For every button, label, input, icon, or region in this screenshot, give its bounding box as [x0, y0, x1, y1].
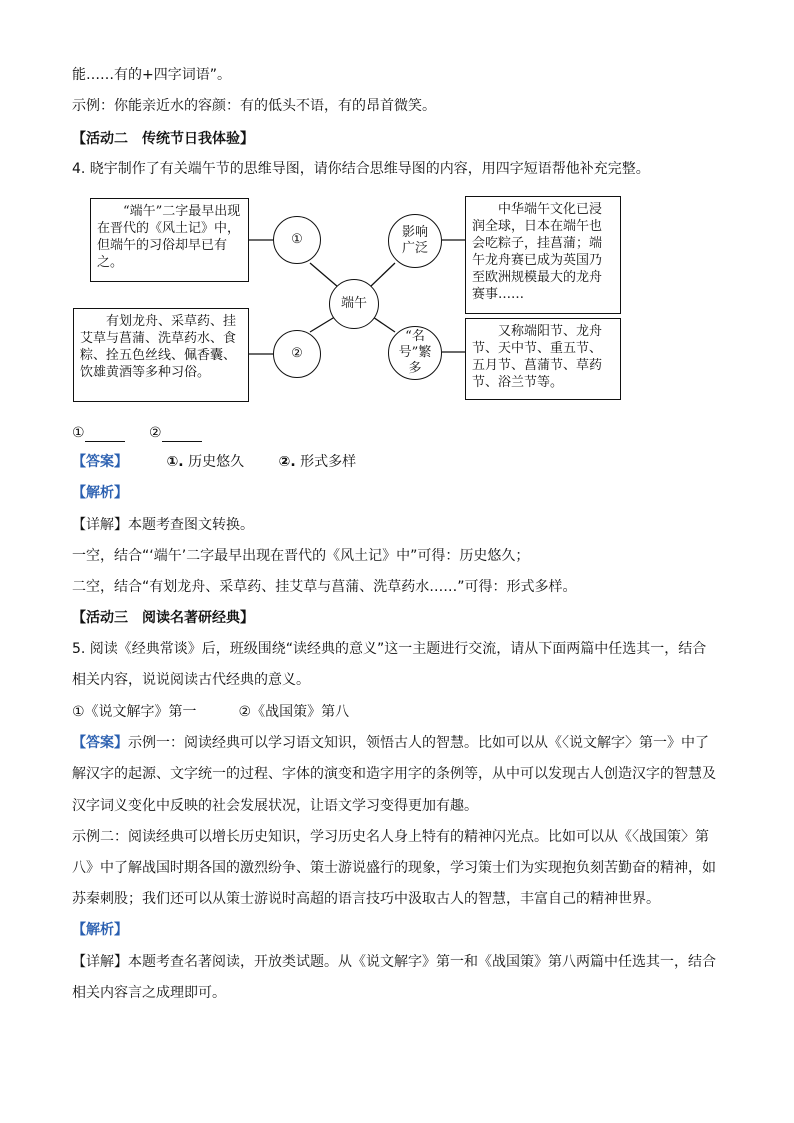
- blank-1-label: ①: [72, 425, 85, 441]
- mind-map-box-customs: 有划龙舟、采草药、挂艾草与菖蒲、洗草药水、食粽、拴五色丝线、佩香囊、饮雄黄酒等多种习俗。: [73, 308, 249, 402]
- answer-5-line: 八》中了解战国时期各国的激烈纷争、策士游说盛行的现象，学习策士们为实现抱负刻苦勤奋的精神，如: [72, 860, 716, 876]
- mind-map: [0, 0, 794, 420]
- activity-two-heading: 【活动二 传统节日我体验】: [72, 131, 254, 147]
- detail-line: 二空，结合“有划龙舟、采草药、挂艾草与菖蒲、洗草药水……”可得：形式多样。: [72, 579, 577, 595]
- activity-three-heading: 【活动三 阅读名著研经典】: [72, 610, 254, 626]
- example-line: 示例：你能亲近水的容颜：有的低头不语，有的昂首微笑。: [72, 98, 436, 114]
- mind-map-box-names: 又称端阳节、龙舟节、天中节、重五节、五月节、菖蒲节、草药节、浴兰节等。: [465, 318, 621, 400]
- detail-line: 相关内容言之成理即可。: [72, 985, 226, 1001]
- connector-line: [370, 263, 395, 287]
- mind-map-circle-blank-1: ①: [273, 216, 321, 264]
- answer-row-4: [72, 453, 732, 471]
- answer-5-line: 解汉字的起源、文字统一的过程、字体的演变和造字用字的条例等，从中可以发现古人创造汉字的智慧及: [72, 766, 716, 782]
- mind-map-circle-blank-2: ②: [273, 330, 321, 378]
- analysis-label: 【解析】: [72, 922, 128, 938]
- question-5-options: ①《说文解字》第一 ②《战国策》第八: [72, 704, 350, 720]
- question-5-continued: 相关内容，说说阅读古代经典的意义。: [72, 672, 310, 688]
- blank-2-line: [162, 427, 202, 442]
- connector-line: [310, 263, 338, 287]
- answer-2-number: ②.: [278, 454, 296, 470]
- text-line: 能……有的+四字词语”。: [72, 67, 231, 83]
- answer-1-number: ①.: [166, 454, 184, 470]
- detail-line: 【详解】本题考查图文转换。: [72, 517, 254, 533]
- answer-1-text: 历史悠久: [188, 454, 245, 470]
- answer-5-line: 示例二：阅读经典可以增长历史知识，学习历史名人身上特有的精神闪光点。比如可以从《〈战国策〉第: [72, 829, 709, 845]
- answer-blanks: [72, 424, 732, 442]
- connector-line: [310, 315, 338, 332]
- mind-map-circle-names: “名号”繁多: [388, 326, 442, 380]
- analysis-label: 【解析】: [72, 485, 128, 501]
- mind-map-box-origin: “端午”二字最早出现在晋代的《风土记》中，但端午的习俗却早已有之。: [90, 198, 249, 282]
- mind-map-connectors: [0, 0, 794, 420]
- answer-label: 【答案】: [72, 454, 128, 470]
- answer-5-line: [72, 734, 732, 752]
- answer-2-text: 形式多样: [300, 454, 357, 470]
- connector-line: [370, 315, 395, 332]
- answer-5-line: 汉字词义变化中反映的社会发展状况，让语文学习变得更加有趣。: [72, 798, 478, 814]
- question-5: 5. 阅读《经典常谈》后，班级围绕“读经典的意义”这一主题进行交流，请从下面两篇中任选其一，结合: [72, 641, 707, 657]
- blank-2-label: ②: [149, 425, 162, 441]
- blank-1-line: [85, 427, 125, 442]
- answer-label: 【答案】: [72, 735, 128, 751]
- mind-map-box-influence: 中华端午文化已浸润全球，日本在端午也会吃粽子，挂菖蒲；端午龙舟赛已成为英国乃至欧洲规模最大的龙舟赛事……: [465, 196, 621, 314]
- detail-line: 【详解】本题考查名著阅读，开放类试题。从《说文解字》第一和《战国策》第八两篇中任选其一，结合: [72, 954, 716, 970]
- mind-map-circle-influence: 影响广泛: [388, 214, 442, 268]
- question-4: 4. 晓宇制作了有关端午节的思维导图，请你结合思维导图的内容，用四字短语帮他补充完整。: [72, 161, 650, 177]
- answer-5-line: 苏秦刺股；我们还可以从策士游说时高超的语言技巧中汲取古人的智慧，丰富自己的精神世界。: [72, 891, 660, 907]
- detail-line: 一空，结合“‘端午’二字最早出现在晋代的《风土记》中”可得：历史悠久；: [72, 548, 530, 564]
- mind-map-center: 端午: [329, 279, 379, 329]
- answer-5-text: 示例一：阅读经典可以学习语文知识，领悟古人的智慧。比如可以从《〈说文解字〉第一》中了: [128, 735, 709, 751]
